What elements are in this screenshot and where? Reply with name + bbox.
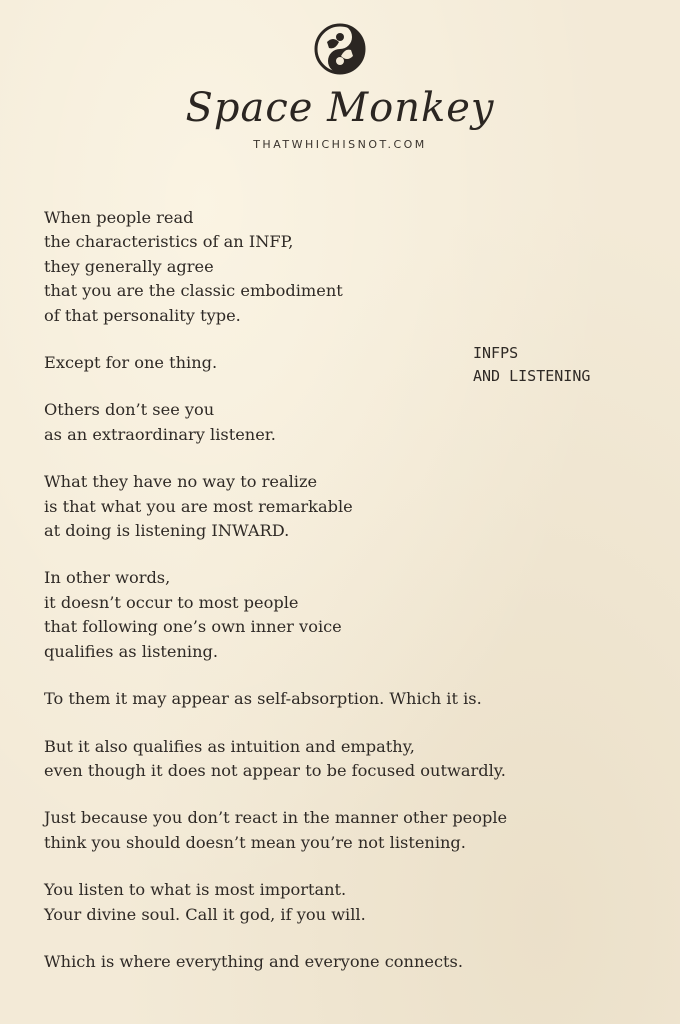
text-line: When people read <box>44 208 194 227</box>
text-line: of that personality type. <box>44 305 241 325</box>
text-line: Except for one thing. <box>44 353 218 373</box>
side-title-line: INFPS <box>473 344 519 362</box>
paragraph <box>44 206 644 328</box>
text-line: Which is where everything and everyone connects. <box>44 951 463 971</box>
paragraph <box>44 470 644 543</box>
text-line: even though it does not appear to be focused outwardly. <box>44 760 506 780</box>
text-line: But it also qualifies as intuition and empathy, <box>44 736 415 756</box>
text-line: What they have no way to realize <box>44 472 318 492</box>
text-line: qualifies as listening. <box>44 641 219 661</box>
text-line: Your divine soul. Call it god, if you will. <box>44 904 366 924</box>
paragraph <box>44 351 644 375</box>
text-line: Just because you don’t react in the manner other people <box>44 808 508 828</box>
text-line: is that what you are most remarkable <box>44 496 353 516</box>
text-line: at doing is listening INWARD. <box>44 521 290 541</box>
paragraph <box>44 398 644 447</box>
paragraph <box>44 566 644 664</box>
text-line: as an extraordinary listener. <box>44 424 276 444</box>
text-line: think you should doesn’t mean you’re not listening. <box>44 832 466 852</box>
text-line: that you are the classic embodiment <box>44 281 343 301</box>
paragraph <box>44 806 644 855</box>
side-title-line: AND LISTENING <box>473 367 591 385</box>
text-line: it doesn’t occur to most people <box>44 592 299 612</box>
paragraph <box>44 950 644 974</box>
yin-yang-monkey-icon <box>313 22 367 76</box>
text-line: Others don’t see you <box>44 400 215 420</box>
brand-title: Space Monkey <box>185 85 495 131</box>
text-line: To them it may appear as self-absorption. Which it is. <box>44 689 482 709</box>
text-line: In other words, <box>44 568 171 588</box>
header <box>0 22 680 151</box>
poem-body <box>44 206 644 997</box>
text-line: that following one’s own inner voice <box>44 617 342 637</box>
site-url: THATWHICHISNOT.COM <box>253 138 427 151</box>
text-line: You listen to what is most important. <box>44 880 347 900</box>
paragraph <box>44 687 644 711</box>
paragraph <box>44 735 644 784</box>
paragraph <box>44 878 644 927</box>
text-line: the characteristics of an INFP, <box>44 232 294 252</box>
text-line: they generally agree <box>44 256 214 276</box>
